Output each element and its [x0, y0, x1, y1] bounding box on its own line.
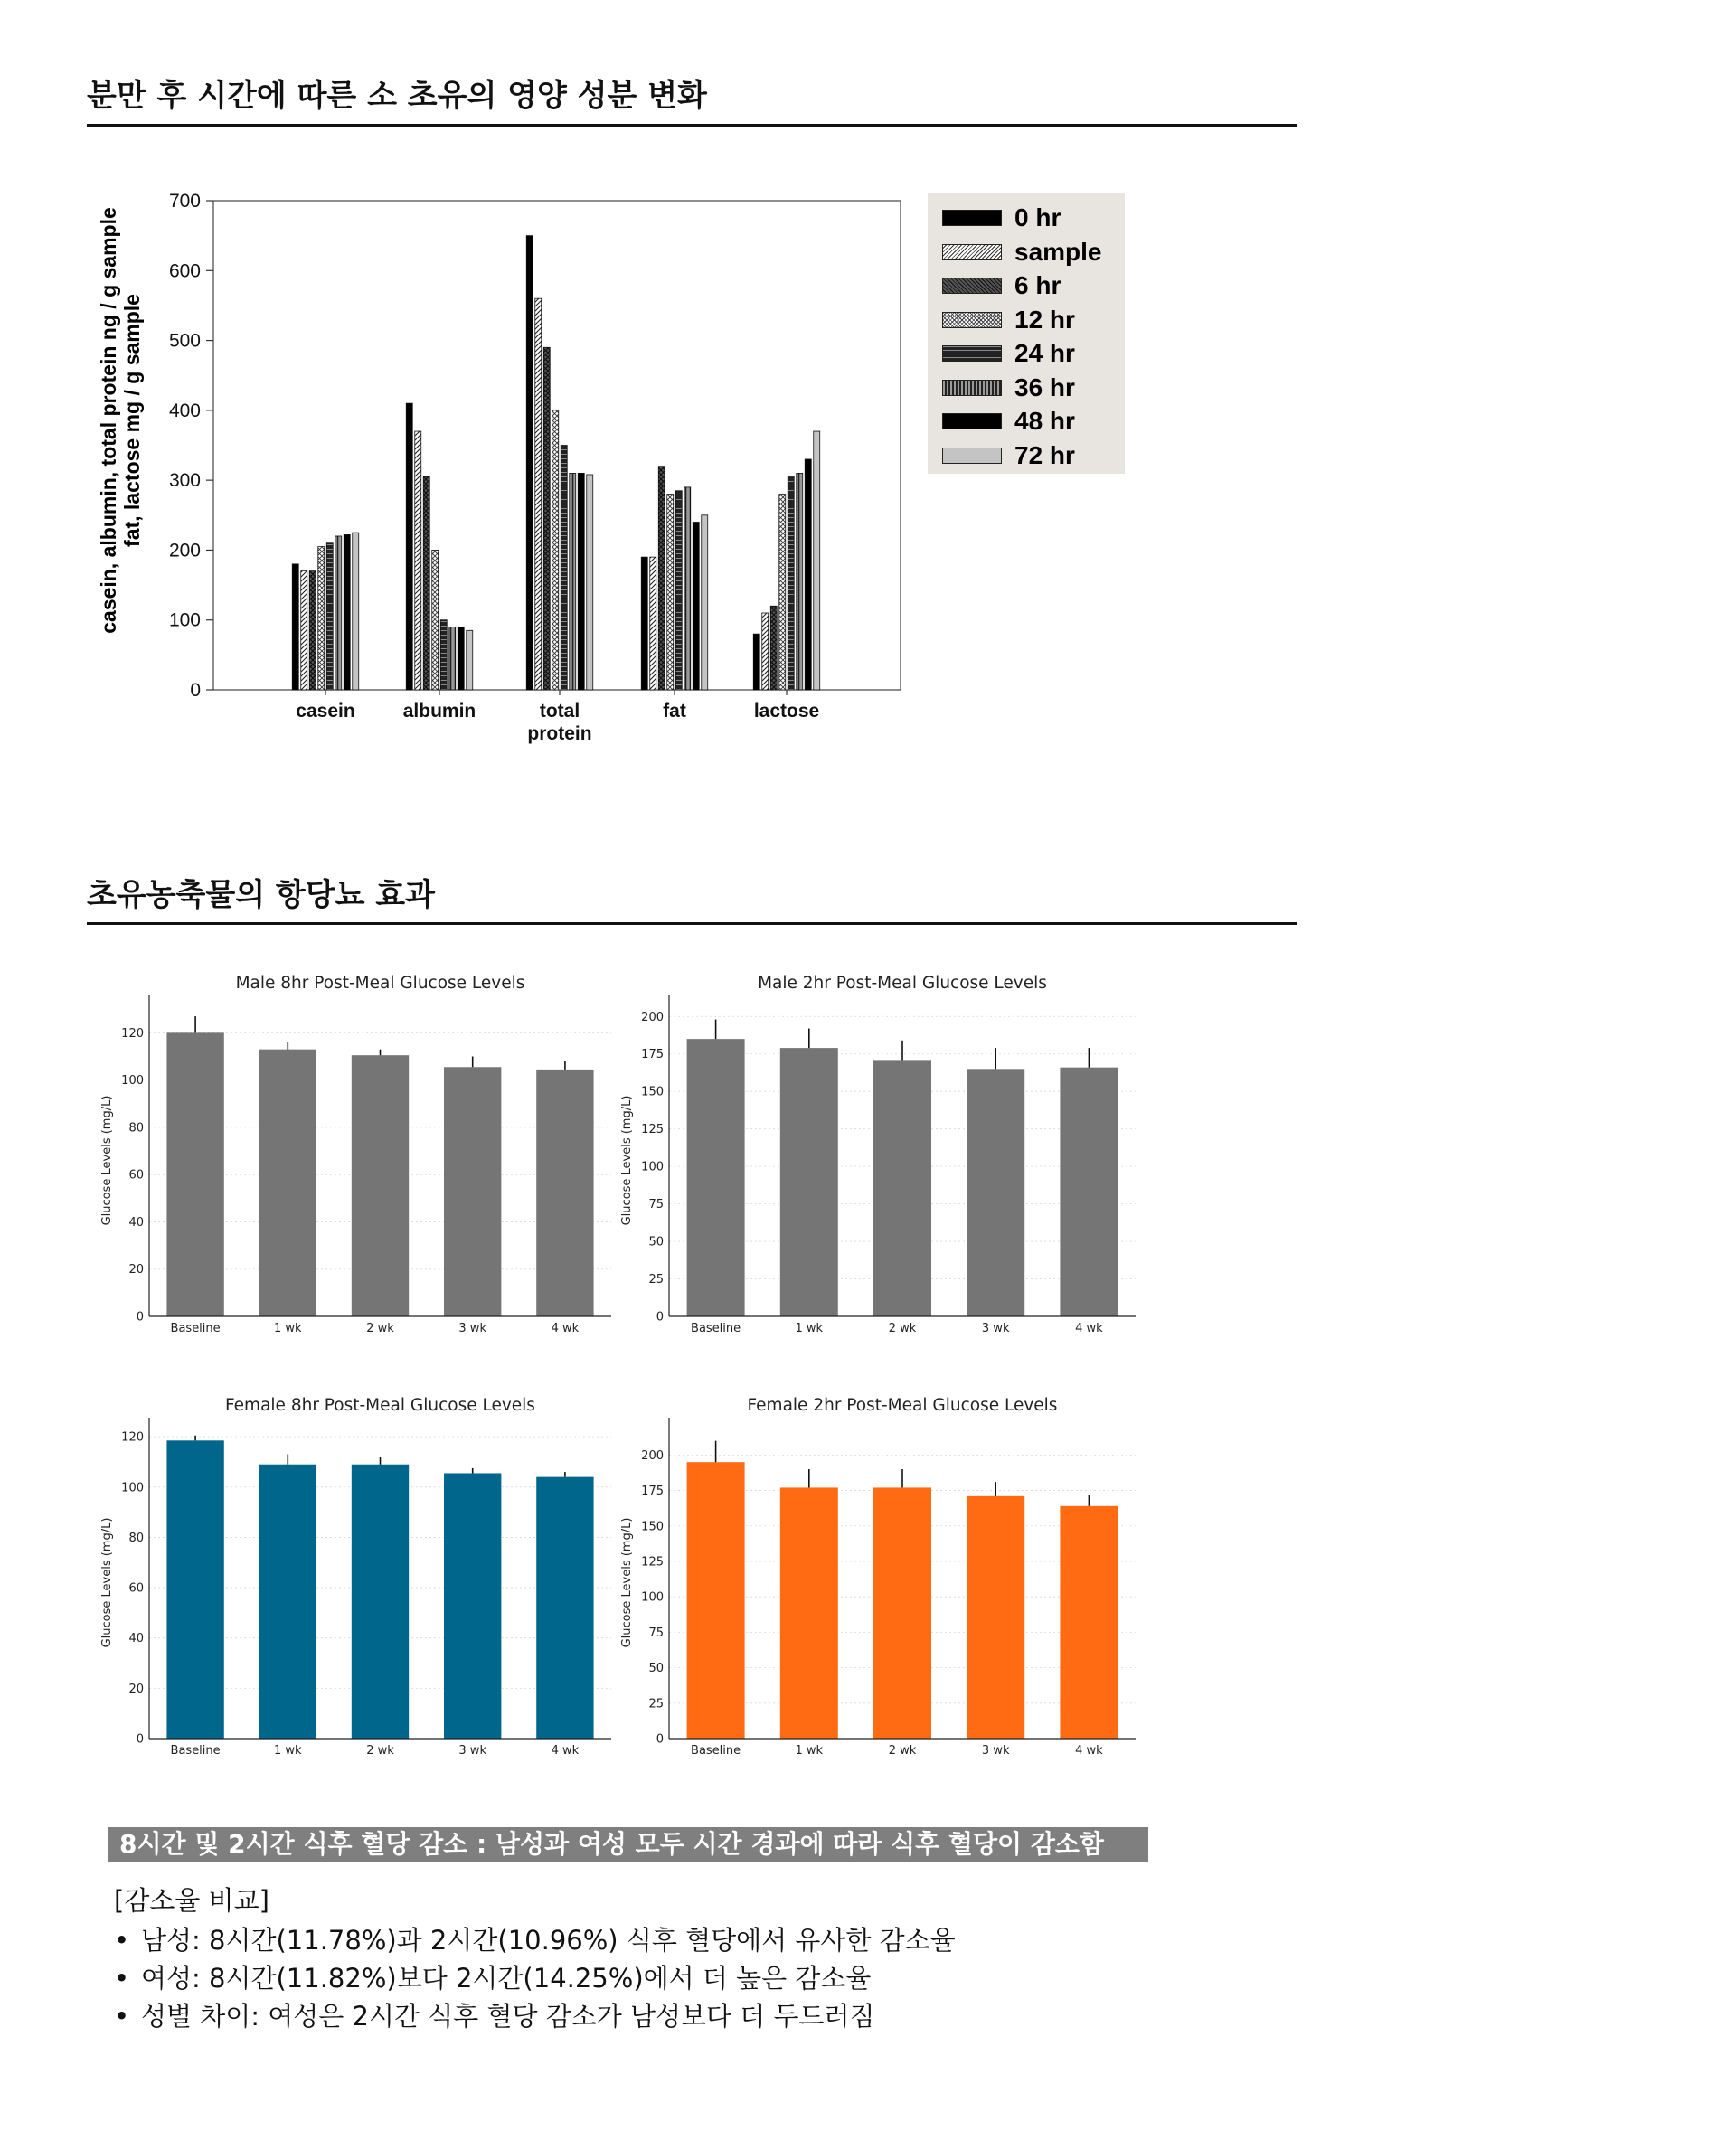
- bar-total-protein-12-hr: [552, 410, 559, 690]
- bar-total-protein-36-hr: [570, 473, 576, 690]
- colostrum-composition-chart: [87, 176, 919, 773]
- bar-2-wk: [352, 1055, 409, 1316]
- y-axis-label: Glucose Levels (mg/L): [620, 1095, 634, 1226]
- legend-item-sample: [942, 239, 1102, 266]
- y-tick-label: 150: [641, 1085, 664, 1099]
- y-tick-label: 0: [190, 680, 201, 701]
- y-tick-label: 80: [128, 1121, 144, 1136]
- legend-swatch: [942, 244, 1002, 260]
- bar-1-wk: [780, 1048, 838, 1316]
- bar-albumin-24-hr: [440, 620, 447, 690]
- y-tick-label: 125: [641, 1555, 664, 1570]
- y-tick-label: 40: [128, 1632, 144, 1646]
- summary-highlight: 8시간 및 2시간 식후 혈당 감소 : 남성과 여성 모두 시간 경과에 따라 식후 혈당이 감소함: [108, 1827, 1148, 1862]
- legend-swatch: [942, 413, 1002, 429]
- bar-casein-72-hr: [353, 533, 359, 690]
- y-tick-label: 40: [128, 1215, 144, 1230]
- bar-fat-72-hr: [702, 515, 708, 690]
- legend-item-36-hr: [942, 374, 1075, 401]
- female-8hr-glucose-chart: [98, 1394, 622, 1769]
- y-tick-label: 120: [121, 1430, 144, 1445]
- y-axis-label: Glucose Levels (mg/L): [620, 1517, 634, 1648]
- y-tick-label: 175: [641, 1485, 664, 1499]
- bar-fat-0-hr: [641, 557, 647, 690]
- male-2hr-glucose-chart: [618, 972, 1146, 1347]
- y-tick-label: 60: [128, 1581, 144, 1596]
- y-tick-label: 175: [641, 1048, 664, 1062]
- legend-label: 0 hr: [1014, 203, 1061, 231]
- x-tick-label: albumin: [402, 701, 476, 721]
- y-tick-label: 0: [656, 1310, 664, 1325]
- legend-swatch: [942, 312, 1002, 328]
- bullet-text: 성별 차이: 여성은 2시간 식후 혈당 감소가 남성보다 더 두드러짐: [141, 2001, 875, 2032]
- bar-total-protein-48-hr: [578, 473, 584, 690]
- bar-albumin-48-hr: [458, 627, 464, 690]
- bar-lactose-0-hr: [753, 634, 760, 690]
- legend-item-24-hr: [942, 340, 1075, 367]
- x-tick-label: 3 wk: [981, 1744, 1010, 1758]
- antidiabetic-section-title: 초유농축물의 항당뇨 효과: [87, 877, 435, 913]
- bullet-dot: •: [114, 2001, 130, 2032]
- bar-fat-sample: [650, 557, 656, 690]
- x-tick-label: 1 wk: [274, 1322, 302, 1335]
- x-tick-label: 2 wk: [888, 1322, 917, 1335]
- bar-1-wk: [780, 1487, 838, 1739]
- bar-albumin-6-hr: [423, 476, 429, 690]
- x-tick-label: 1 wk: [274, 1744, 302, 1758]
- y-tick-label: 200: [641, 1448, 664, 1463]
- x-tick-label: 4 wk: [551, 1322, 580, 1335]
- bar-lactose-12-hr: [779, 495, 786, 690]
- bar-albumin-72-hr: [467, 630, 473, 690]
- comparison-heading: [감소율 비교]: [114, 1885, 269, 1916]
- bar-albumin-36-hr: [449, 627, 456, 690]
- x-tick-label: 2 wk: [366, 1744, 394, 1758]
- chart-title: Female 2hr Post-Meal Glucose Levels: [747, 1396, 1058, 1415]
- bar-fat-36-hr: [684, 487, 691, 690]
- y-tick-label: 75: [648, 1198, 664, 1212]
- bar-total-protein-24-hr: [561, 446, 567, 691]
- bar-casein-12-hr: [318, 547, 325, 690]
- y-axis-label: Glucose Levels (mg/L): [100, 1517, 114, 1648]
- bar-total-protein-6-hr: [543, 347, 550, 690]
- x-tick-label: fat: [663, 701, 686, 721]
- legend-label: sample: [1014, 237, 1102, 266]
- y-tick-label: 100: [168, 609, 201, 631]
- bar-fat-48-hr: [693, 523, 699, 690]
- legend-label: 24 hr: [1014, 339, 1075, 367]
- x-tick-label: 3 wk: [458, 1322, 486, 1335]
- x-tick-label: 4 wk: [1075, 1744, 1103, 1758]
- legend-swatch: [942, 210, 1002, 226]
- bar-4-wk: [536, 1070, 593, 1316]
- colostrum-section-title: 분만 후 시간에 따른 소 초유의 영양 성분 변화: [87, 78, 707, 114]
- x-tick-label: Baseline: [170, 1744, 221, 1758]
- y-tick-label: 20: [128, 1682, 144, 1696]
- bar-baseline: [166, 1032, 223, 1316]
- x-tick-label: 4 wk: [551, 1744, 580, 1758]
- x-tick-label: Baseline: [691, 1322, 741, 1335]
- x-tick-label: 3 wk: [981, 1322, 1010, 1335]
- legend-label: 48 hr: [1014, 407, 1075, 435]
- bar-albumin-sample: [415, 431, 421, 690]
- x-tick-label: Baseline: [170, 1322, 221, 1335]
- bullet-dot: •: [114, 1963, 130, 1994]
- x-tick-label: 1 wk: [795, 1744, 824, 1758]
- bar-3-wk: [444, 1067, 501, 1316]
- bar-fat-24-hr: [675, 491, 682, 690]
- bar-total-protein-0-hr: [526, 236, 533, 690]
- legend-label: 36 hr: [1014, 372, 1075, 401]
- bar-total-protein-sample: [535, 298, 542, 690]
- bar-casein-36-hr: [335, 536, 342, 690]
- y-tick-label: 0: [656, 1732, 664, 1747]
- y-tick-label: 400: [168, 400, 201, 421]
- bar-fat-12-hr: [667, 495, 674, 690]
- legend-swatch: [942, 345, 1002, 362]
- bar-4-wk: [536, 1477, 593, 1739]
- bullet-text: 남성: 8시간(11.78%)과 2시간(10.96%) 식후 혈당에서 유사한 감소율: [141, 1925, 956, 1956]
- legend-swatch: [942, 380, 1002, 396]
- y-tick-label: 300: [168, 470, 201, 492]
- y-axis-label: Glucose Levels (mg/L): [100, 1095, 114, 1226]
- bar-2-wk: [873, 1060, 931, 1316]
- bar-casein-0-hr: [292, 564, 298, 690]
- bar-casein-sample: [301, 571, 307, 690]
- y-axis-label-line2: fat, lactose mg / g sample: [120, 294, 144, 547]
- legend-item-72-hr: [942, 442, 1075, 469]
- bar-baseline: [687, 1462, 745, 1739]
- title-divider-2: [87, 922, 1297, 925]
- bar-baseline: [687, 1039, 745, 1316]
- bar-casein-48-hr: [344, 534, 350, 690]
- chart-legend: [928, 193, 1125, 474]
- legend-swatch: [942, 448, 1002, 464]
- x-tick-label: 2 wk: [366, 1322, 394, 1335]
- bar-lactose-sample: [762, 613, 769, 690]
- legend-swatch: [942, 278, 1002, 294]
- legend-label: 6 hr: [1014, 271, 1061, 299]
- legend-item-6-hr: [942, 272, 1061, 299]
- y-tick-label: 500: [168, 330, 201, 352]
- chart-title: Female 8hr Post-Meal Glucose Levels: [225, 1396, 535, 1415]
- y-tick-label: 100: [641, 1590, 664, 1605]
- bar-4-wk: [1060, 1506, 1118, 1739]
- bar-lactose-48-hr: [805, 459, 811, 690]
- x-tick-label: Baseline: [691, 1744, 741, 1758]
- bar-albumin-12-hr: [432, 550, 439, 690]
- bar-2-wk: [352, 1465, 409, 1739]
- y-tick-label: 60: [128, 1168, 144, 1183]
- bar-1-wk: [259, 1050, 316, 1316]
- y-tick-label: 25: [648, 1273, 664, 1287]
- chart-title: Male 2hr Post-Meal Glucose Levels: [758, 974, 1047, 993]
- legend-item-12-hr: [942, 306, 1075, 334]
- legend-item-48-hr: [942, 408, 1075, 435]
- bar-baseline: [166, 1440, 223, 1739]
- x-tick-label: 2 wk: [888, 1744, 917, 1758]
- y-tick-label: 700: [168, 191, 201, 212]
- chart-title: Male 8hr Post-Meal Glucose Levels: [235, 974, 525, 993]
- y-tick-label: 120: [121, 1026, 144, 1041]
- female-2hr-glucose-chart: [618, 1394, 1146, 1769]
- legend-label: 12 hr: [1014, 305, 1075, 334]
- y-tick-label: 0: [136, 1310, 144, 1325]
- bar-1-wk: [259, 1465, 316, 1739]
- x-tick-label: 3 wk: [458, 1744, 486, 1758]
- y-tick-label: 50: [648, 1235, 664, 1249]
- x-tick-label: total protein: [527, 701, 592, 744]
- y-tick-label: 600: [168, 260, 201, 282]
- x-tick-label: 1 wk: [795, 1322, 824, 1335]
- bar-3-wk: [444, 1473, 501, 1739]
- x-tick-label: lactose: [753, 701, 820, 721]
- y-tick-label: 125: [641, 1123, 664, 1137]
- y-tick-label: 200: [168, 540, 201, 561]
- x-tick-label: casein: [296, 701, 355, 721]
- bar-lactose-72-hr: [814, 431, 820, 690]
- bar-lactose-36-hr: [797, 473, 803, 690]
- y-tick-label: 80: [128, 1531, 144, 1545]
- bar-fat-6-hr: [658, 467, 665, 690]
- bullet-text: 여성: 8시간(11.82%)보다 2시간(14.25%)에서 더 높은 감소율: [141, 1963, 872, 1994]
- bullet-gender-diff: [114, 1996, 875, 2033]
- bar-3-wk: [967, 1069, 1024, 1316]
- title-divider: [87, 124, 1297, 127]
- y-tick-label: 50: [648, 1662, 664, 1676]
- bar-3-wk: [967, 1496, 1024, 1739]
- bar-lactose-6-hr: [770, 606, 777, 690]
- legend-item-0-hr: [942, 204, 1061, 231]
- y-tick-label: 20: [128, 1263, 144, 1278]
- bar-2-wk: [873, 1487, 931, 1739]
- bar-total-protein-72-hr: [587, 475, 593, 690]
- bar-albumin-0-hr: [406, 403, 412, 690]
- bar-4-wk: [1060, 1068, 1118, 1316]
- bullet-male: [114, 1920, 956, 1957]
- bullet-female: [114, 1958, 871, 1995]
- y-tick-label: 100: [121, 1074, 144, 1089]
- y-axis-label-line1: casein, albumin, total protein ng / g sample: [97, 207, 120, 634]
- y-tick-label: 200: [641, 1010, 664, 1024]
- y-tick-label: 150: [641, 1520, 664, 1534]
- bar-casein-6-hr: [309, 571, 316, 690]
- bar-lactose-24-hr: [788, 476, 794, 690]
- bar-casein-24-hr: [326, 543, 333, 690]
- male-8hr-glucose-chart: [98, 972, 622, 1347]
- y-tick-label: 25: [648, 1697, 664, 1711]
- y-tick-label: 100: [641, 1160, 664, 1174]
- legend-label: 72 hr: [1014, 440, 1075, 469]
- bullet-dot: •: [114, 1925, 130, 1956]
- y-tick-label: 100: [121, 1481, 144, 1495]
- y-tick-label: 75: [648, 1626, 664, 1640]
- y-tick-label: 0: [136, 1732, 144, 1747]
- x-tick-label: 4 wk: [1075, 1322, 1103, 1335]
